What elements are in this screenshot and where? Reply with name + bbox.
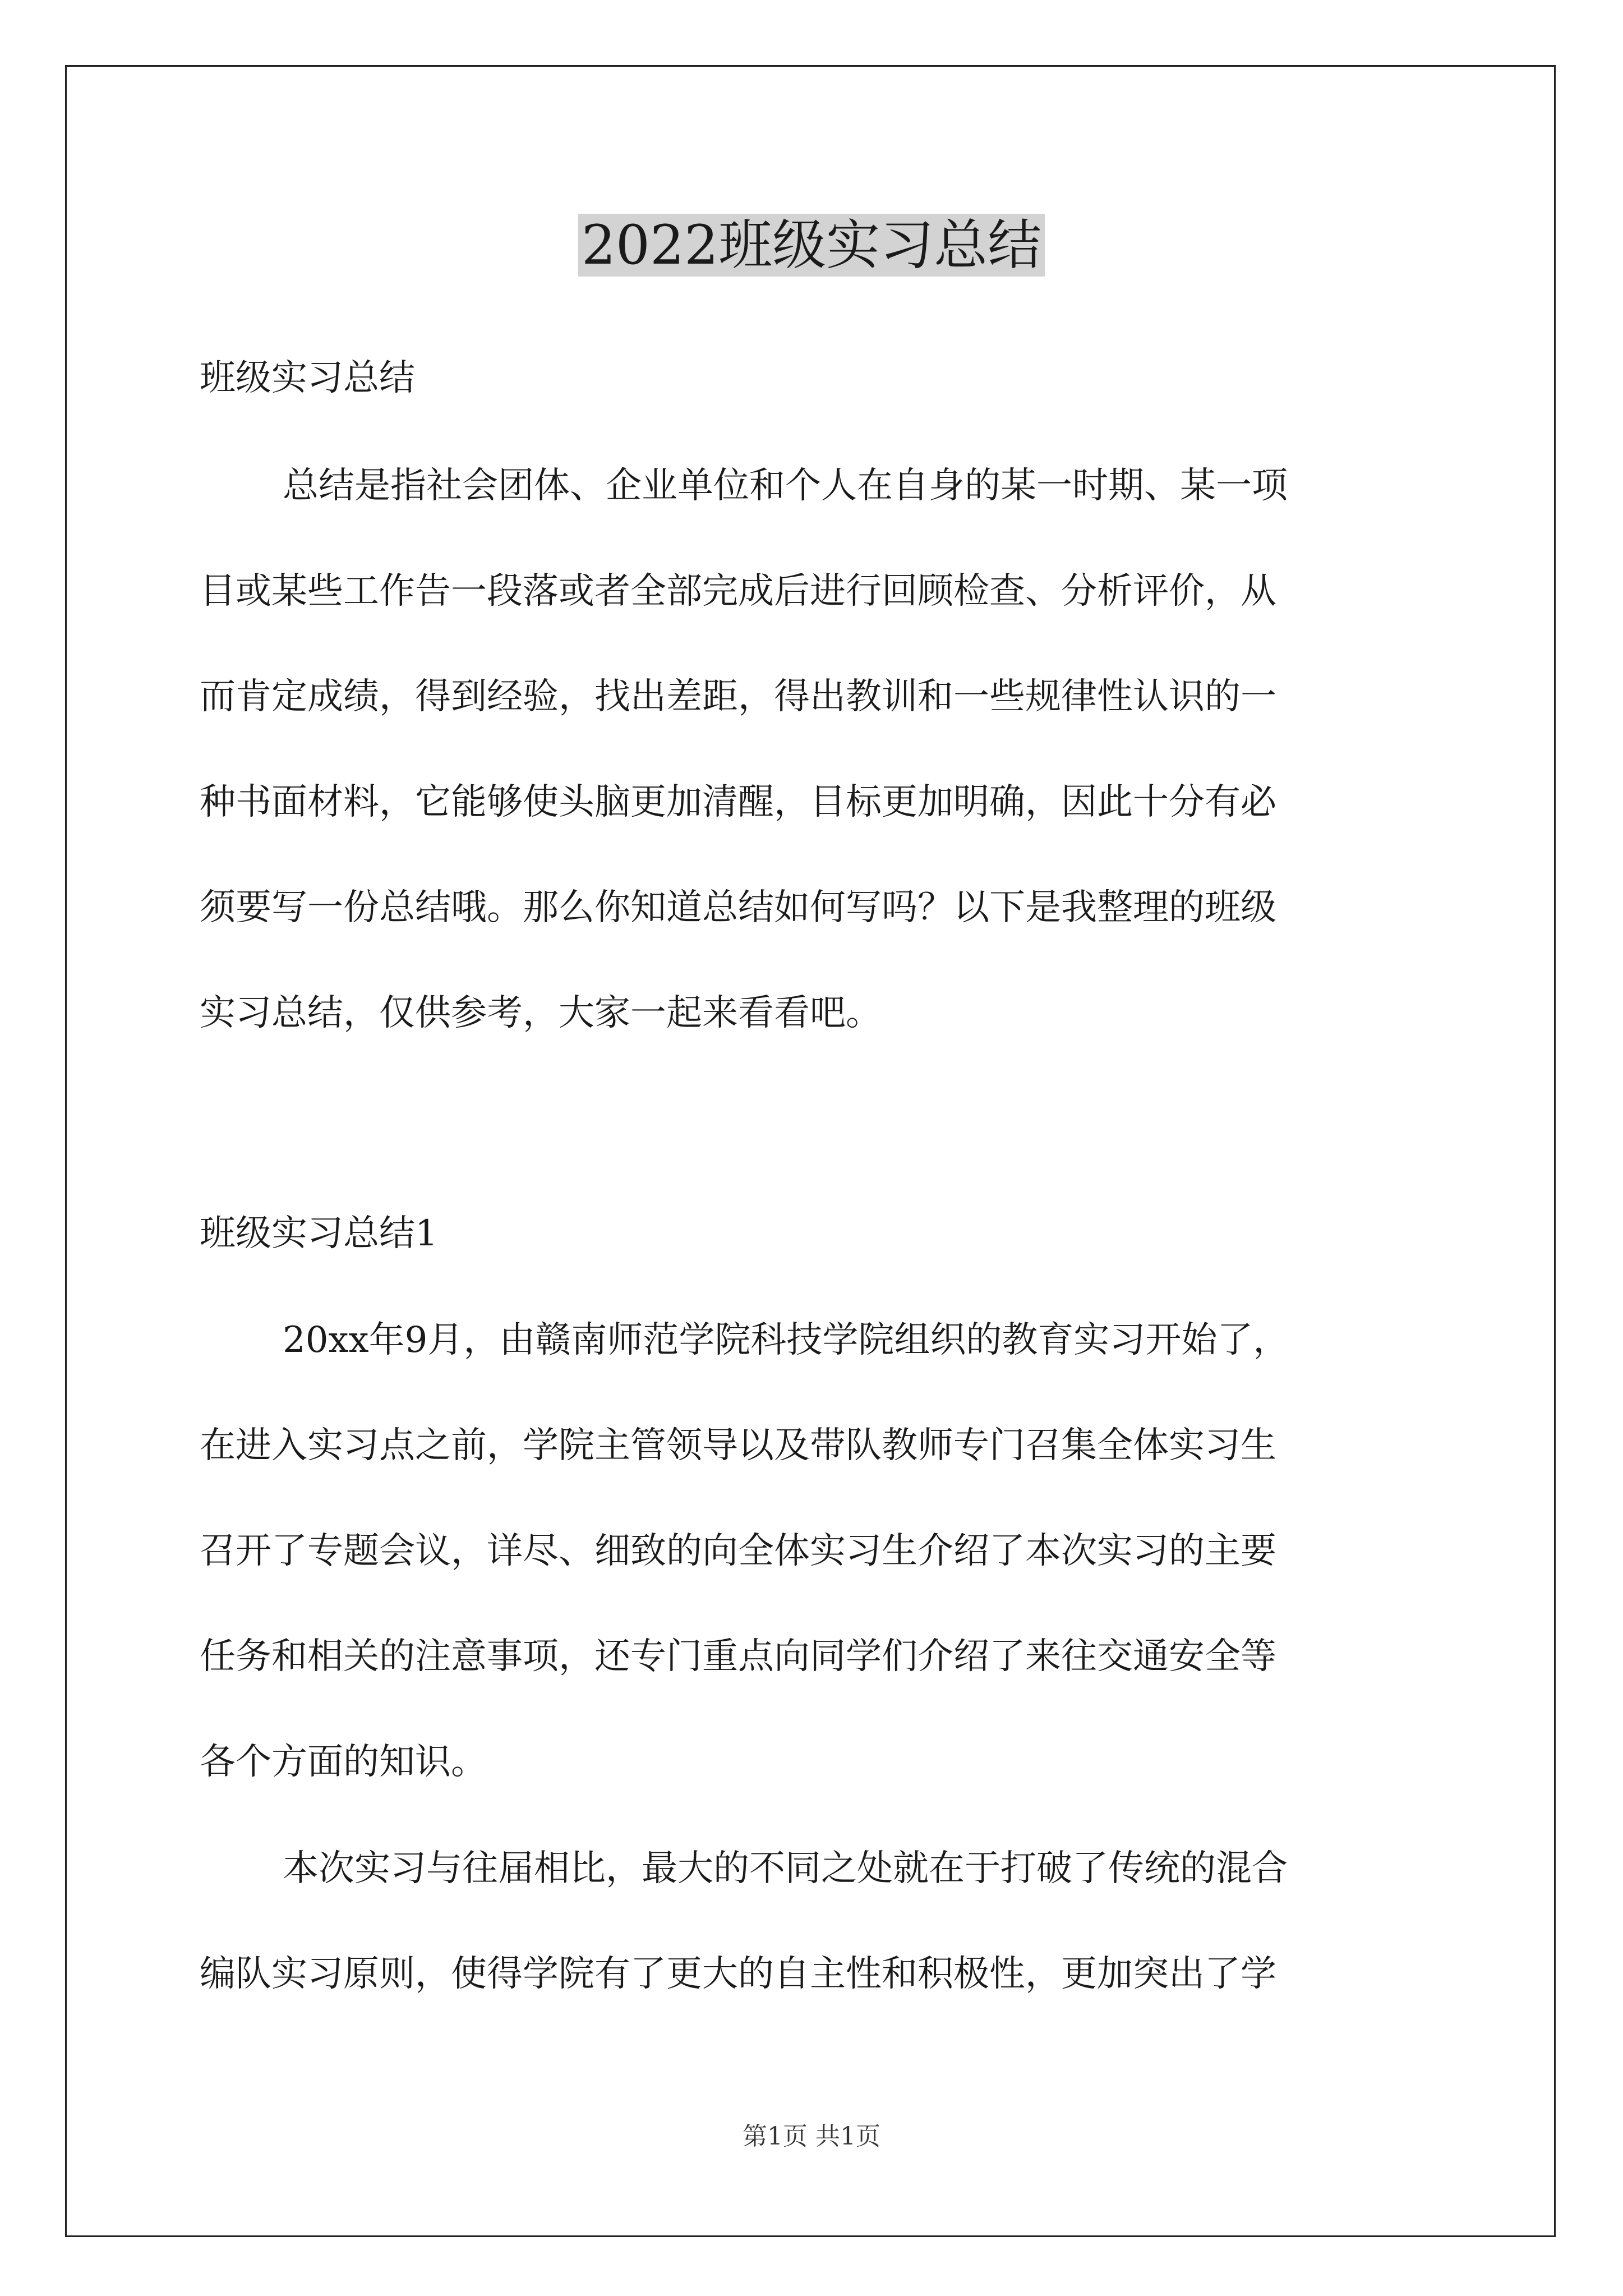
paragraph-line: 本次实习与往届相比，最大的不同之处就在于打破了传统的混合 bbox=[283, 1848, 1288, 1889]
paragraph-line: 各个方面的知识。 bbox=[200, 1741, 487, 1783]
page-number-footer: 第1页 共1页 bbox=[743, 2122, 880, 2151]
section-heading: 班级实习总结1 bbox=[200, 1213, 438, 1254]
paragraph-line: 编队实习原则，使得学院有了更大的自主性和积极性，更加突出了学 bbox=[200, 1953, 1276, 1995]
paragraph-line: 在进入实习点之前，学院主管领导以及带队教师专门召集全体实习生 bbox=[200, 1425, 1276, 1466]
document-title bbox=[0, 203, 1623, 287]
intro-line: 须要写一份总结哦。那么你知道总结如何写吗？以下是我整理的班级 bbox=[200, 887, 1276, 928]
paragraph-line: 20xx年9月，由赣南师范学院科技学院组织的教育实习开始了， bbox=[283, 1319, 1289, 1361]
paragraph-line: 任务和相关的注意事项，还专门重点向同学们介绍了来往交通安全等 bbox=[200, 1636, 1276, 1677]
document-title-text: 2022班级实习总结 bbox=[578, 214, 1045, 277]
intro-line: 实习总结，仅供参考，大家一起来看看吧。 bbox=[200, 992, 882, 1034]
intro-line: 目或某些工作告一段落或者全部完成后进行回顾检查、分析评价，从 bbox=[200, 570, 1276, 612]
intro-line: 种书面材料，它能够使头脑更加清醒，目标更加明确，因此十分有必 bbox=[200, 781, 1276, 823]
intro-line: 而肯定成绩，得到经验，找出差距，得出教训和一些规律性认识的一 bbox=[200, 676, 1276, 717]
document-subtitle: 班级实习总结 bbox=[200, 357, 415, 399]
intro-line: 总结是指社会团体、企业单位和个人在自身的某一时期、某一项 bbox=[283, 465, 1288, 507]
paragraph-line: 召开了专题会议，详尽、细致的向全体实习生介绍了本次实习的主要 bbox=[200, 1530, 1276, 1572]
